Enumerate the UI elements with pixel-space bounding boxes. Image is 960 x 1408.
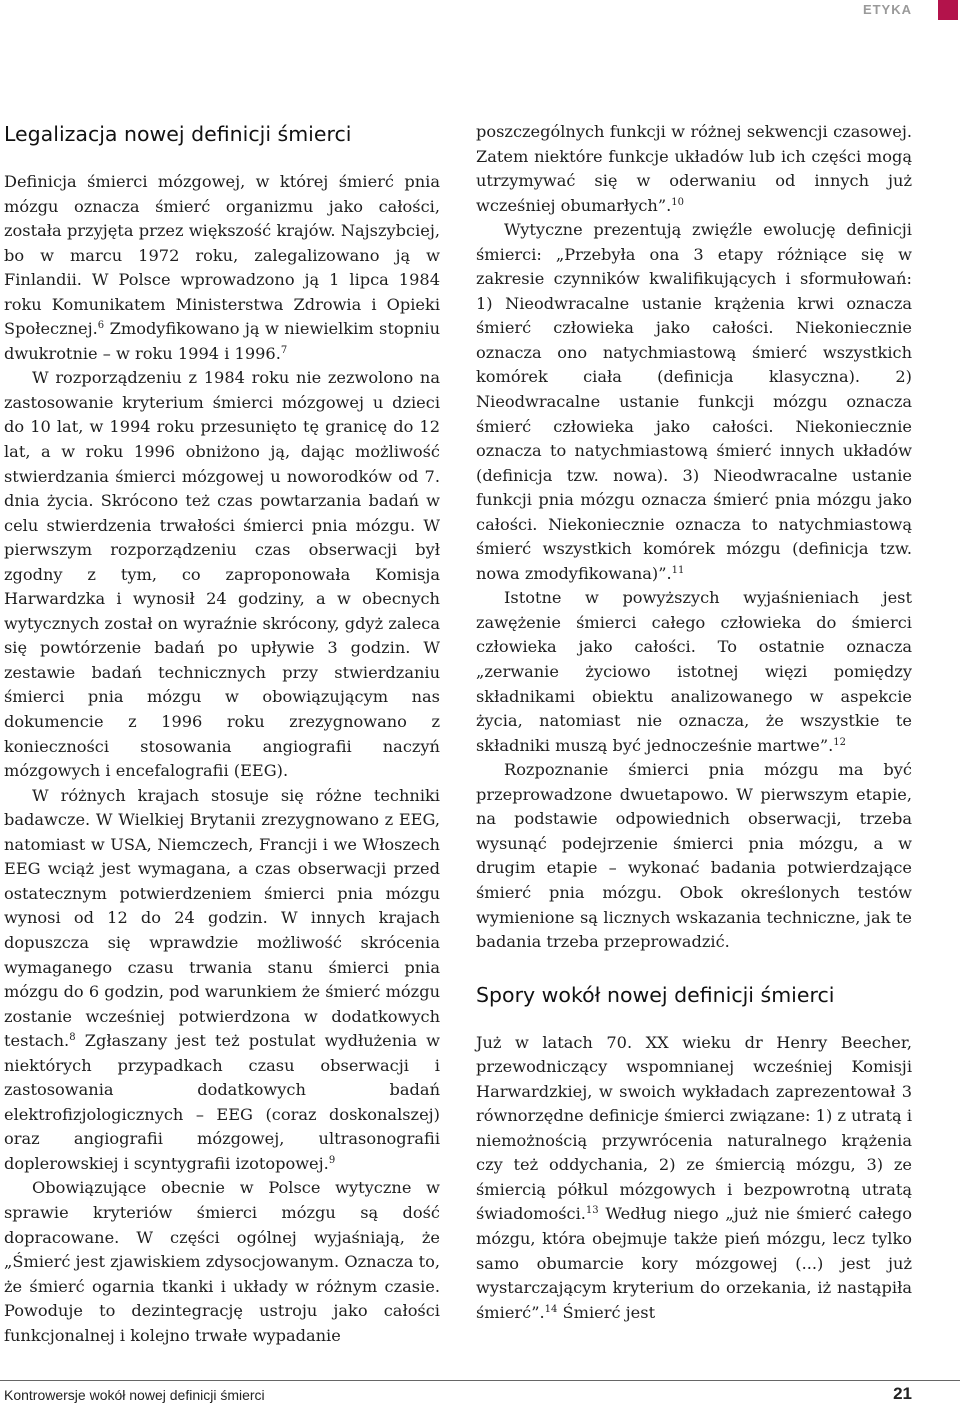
footer-divider [0,1380,960,1381]
paragraph: W rozporządzeniu z 1984 roku nie zezwolono na zastosowanie kryterium śmierci mózgowej u dzieci do 10 lat, w 1994 roku przesunięto tę granicę do 12 lat, a w roku 1996 obniżono ją, dając możliwość stwierdzania śmierci mózgowej u noworodków od 7. dnia życia. Skrócono też czas powtarzania badań w celu stwierdzenia trwałości śmierci pnia mózgu. W pierwszym rozporządzeniu czas obserwacji był zgodny z tym, co zaproponowała Komisja Harwardzka i wynosił 24 godziny, a w obecnych wytycznych został on wyraźnie skrócony, gdyż zaleca się powtórzenie badań po upływie 3 godzin. W zestawie badań technicznych przy stwierdzaniu śmierci pnia mózgu w obowiązującym nas dokumencie z 1996 roku zrezygnowano z konieczności stosowania angiografii naczyń mózgowych i encefalografii (EEG). [4,368,440,781]
footnote-ref: 10 [671,196,684,208]
paragraph: Już w latach 70. XX wieku dr Henry Beecher, przewodniczący wspomnianej wcześniej Komisji Harwardzkiej, w swoich wykładach zaprezentował 3 równorzędne definicje śmierci związane: 1) z utratą i niemożnością przywrócenia naturalnego krążenia czy też oddychania, 2) ze śmiercią mózgu, 3) ze śmiercią półkul mózgowych i bezpowrotną utratą świadomości.$^{13}$ Według niego „już nie śmierć całego mózgu, która obejmuje także pień mózgu, lecz tylko samo obumarcie kory mózgowej (...) jest już wystarczającym kryterium do orzekania, iż nastąpiła śmierć”.$^{14}$ Śmierć jest [476,1032,912,1322]
footnote-ref: 9 [328,1154,336,1166]
footer-title: Kontrowersje wokół nowej definicji śmierci [4,1387,265,1403]
paragraph: Definicja śmierci mózgowej, w której śmierć pnia mózgu oznacza śmierć organizmu jako całości, została przyjęta przez większość krajów. Najszybciej, bo w marcu 1972 roku, zalegalizowano ją w Finlandii. W Polsce wprowadzono ją 1 lipca 1984 roku Komunikatem Ministerstwa Zdrowia i Opieki Społecznej.$^6$ Zmodyfikowano ją w niewielkim stopniu dwukrotnie – w roku 1994 i 1996.$^7$ [4,172,440,363]
paragraph: Obowiązujące obecnie w Polsce wytyczne w sprawie kryteriów śmierci mózgu są dość dopracowane. W części ogólnej wyjaśniają, że „Śmierć jest zjawiskiem zdysocjowanym. Oznacza to, że śmierć ogarnia tkanki i układy w różnym czasie. Powoduje to dezintegrację ustroju jako całości funkcjonalnej i kolejno trwałe wypadanie [4,1178,440,1345]
paragraph: Rozpoznanie śmierci pnia mózgu ma być przeprowadzone dwuetapowo. W pierwszym etapie, na podstawie odpowiednich obserwacji, trzeba wysunąć podejrzenie śmierci pnia mózgu, a w drugim etapie – wykonać badania potwierdzające śmierć pnia mózgu. Obok określonych testów wymienione są licznych wskazania techniczne, jak te badania trzeba przeprowadzić. [476,760,912,952]
footnote-ref: 13 [585,1205,599,1217]
footnote-ref: 8 [69,1032,76,1044]
right-column [476,120,912,1325]
paragraph: poszczególnych funkcji w różnej sekwencji czasowej. Zatem niektóre funkcje układów lub ich części mogą utrzymywać się w oderwaniu od innych już wcześniej obumarłych”.$^{10}$ [476,122,912,215]
section-label: ETYKA [862,2,912,17]
section-heading: Spory wokół nowej definicji śmierci [476,982,835,1007]
paragraph: Istotne w powyższych wyjaśnieniach jest zawężenie śmierci całego człowieka do śmierci człowieka jako całości. To ostatnie oznacza „zerwanie życiowo istotnej więzi pomiędzy składnikami obiektu analizowanego w aspekcie życia, natomiast nie oznacza, że wszystkie te składniki muszą być jednocześnie martwe”.$^{12}$ [476,588,912,755]
paragraph: Wytyczne prezentują zwięźle ewolucję definicji śmierci: „Przebyła ona 3 etapy różniące się w zakresie czynników kwalifikujących i sformułowań: 1) Nieodwracalne ustanie krążenia krwi oznacza śmierć człowieka jako całości. Niekoniecznie oznacza ono natychmiastową śmierć wszystkich komórek ciała (definicja klasyczna). 2) Nieodwracalne ustanie funkcji mózgu oznacza śmierć człowieka jako całości. Niekoniecznie oznacza to natychmiastową śmierć innych układów (definicja tzw. nowa). 3) Nieodwracalne ustanie funkcji pnia mózgu oznacza śmierć pnia mózgu jako całości. Niekoniecznie oznacza to natychmiastową śmierć wszystkich komórek mózgu (definicja tzw. nowa zmodyfikowana)”.$^{11}$ [476,220,912,583]
footnote-ref: 7 [280,344,288,356]
paragraph: W różnych krajach stosuje się różne techniki badawcze. W Wielkiej Brytanii zrezygnowano z EEG, natomiast w USA, Niemczech, Francji i we Włoszech EEG wciąż jest wymagana, a czas obserwacji przed ostatecznym potwierdzeniem śmierci pnia mózgu wynosi od 12 do 24 godzin. W innych krajach dopuszcza się wprawdzie możliwość skrócenia wymaganego czasu trwania stanu śmierci pnia mózgu do 6 godzin, pod warunkiem że śmierć mózgu zostanie wcześniej potwierdzona w dodatkowych testach.$^8$ Zgłaszany jest też postulat wydłużenia w niektórych przypadkach czasu obserwacji i zastosowania dodatkowych badań elektrofizjologicznych – EEG (coraz doskonalszej) oraz angiografii mózgowej, ultrasonografii doplerowskiej i scyntygrafii izotopowej.$^9$ [4,785,440,1173]
section-color-square [938,0,958,20]
page-number: 21 [893,1384,912,1403]
top-bar [0,0,960,22]
footnote-ref: 11 [671,564,685,576]
footnote-ref: 12 [833,736,847,748]
left-column [4,120,440,1348]
footnote-ref: 6 [97,320,105,332]
footnote-ref: 14 [544,1303,558,1315]
section-heading: Legalizacja nowej definicji śmierci [4,122,352,146]
